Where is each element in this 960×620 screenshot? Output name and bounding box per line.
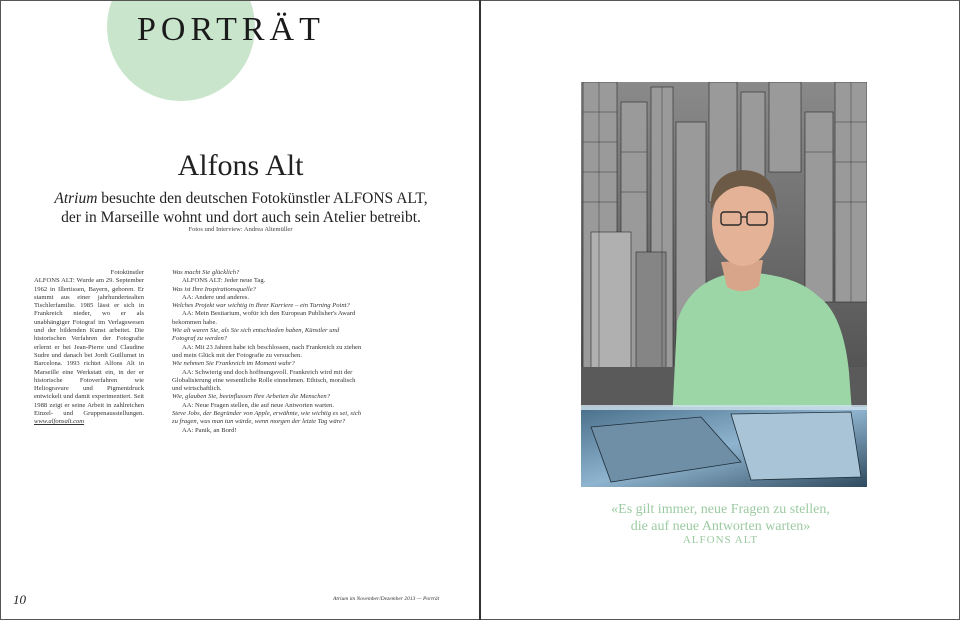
interview-question: Was macht Sie glücklich? [172, 269, 240, 276]
interview-question: Wie, glauben Sie, beeinflussen Ihre Arbeiten die Menschen? [172, 393, 331, 401]
interview-column [172, 269, 364, 435]
interview-answer: AA: Neue Fragen stellen, die auf neue Antworten warten. [182, 401, 334, 409]
interview-question: Welches Projekt war wichtig in Ihrer Karriere – ein Turning Point? [172, 302, 350, 310]
interview-answer: AA: Andere und anderes. [182, 293, 250, 301]
interview-answer: ALFONS ALT: Jeder neue Tag. [182, 277, 266, 285]
section-title: PORTRÄT [137, 11, 325, 48]
photo-print [731, 412, 861, 480]
interview-answer: AA: Schwierig und doch hoffnungsvoll. Frankreich wird mit der Globalisierung eine wesentliche Rolle einnehmen. Ethisch, moralisch und wirtschaftlich. [172, 368, 356, 393]
interview-answer: AA: Mein Bestiarium, wofür ich den European Publisher's Award bekommen habe. [172, 310, 356, 326]
right-page [481, 0, 960, 620]
lead-line-1-rest: besuchte den deutschen Fotokünstler ALFONS ALT, [97, 190, 428, 207]
interview-question: Wie nehmen Sie Frankreich im Moment wahr? [172, 360, 295, 368]
interview-question: Wie alt waren Sie, als Sie sich entschieden haben, Künstler und Fotograf zu werden? [172, 327, 340, 343]
pull-quote [481, 501, 960, 535]
lead-line-1 [31, 189, 451, 208]
portrait-illustration [581, 82, 867, 487]
article-lead [31, 189, 451, 227]
bio-column [34, 269, 144, 427]
portrait-photo [581, 82, 867, 487]
bio-label: Fotokünstler [110, 269, 144, 276]
photo-credit: Fotos und Interview: Andrea Altemüller [188, 226, 293, 233]
article-headline: Alfons Alt [177, 149, 304, 182]
lead-line-2: der in Marseille wohnt und dort auch sein Atelier betreibt. [61, 209, 421, 226]
interview-question: Was ist Ihre Inspirationsquelle? [172, 285, 256, 293]
page-footer: Atrium im November/Dezember 2013 — Porträt [333, 596, 440, 602]
pull-quote-line-2: die auf neue Antworten warten» [630, 519, 811, 534]
pull-quote-author: ALFONS ALT [682, 534, 759, 546]
interview-answer: AA: Mit 23 Jahren habe ich beschlossen, nach Frankreich zu ziehen und mein Glück mit der Fotografie zu versuchen. [172, 343, 362, 359]
table-edge [581, 405, 867, 410]
lead-italic-prefix: Atrium [54, 190, 98, 207]
interview-answer: AA: Panik, an Bord! [182, 426, 237, 434]
page-number: 10 [13, 592, 26, 607]
bio-body: ALFONS ALT: Wurde am 29. September 1962 in Illertissen, Bayern, geboren. Er stammt aus einer jahrhundertealten Tischlerfamilie. 1985 lässt er sich in Frankreich nieder, wo er als unabhängiger Fotograf im Verlagswesen und der bildenden Kunst arbeitet. Die historischen Verfahren der Fotografie erlernt er bei Jean-Pierre und Claudine Sudre und danach bei Jordi Guillumet in Barcelona. 1993 richtet Alfons Alt in Marseille eine Werkstatt ein, in der er historische Fotoverfahren wie Heliogravure und Pigmentdruck entwickelt und damit experimentiert. Seit 1988 zeigt er seine Arbeit in zahlreichen Einzel- und Gruppenausstellungen. [34, 277, 144, 418]
artist-website-link[interactable]: www.alfonsalt.com [34, 418, 85, 426]
bio-text [34, 277, 144, 426]
interview-question: Steve Jobs, der Begründer von Apple, erwähnte, wie wichtig es sei, sich zu fragen, was man tun würde, wenn morgen der letzte Tag wäre? [172, 410, 362, 426]
left-page [0, 0, 479, 620]
pull-quote-line-1: «Es gilt immer, neue Fragen zu stellen, [611, 502, 830, 517]
